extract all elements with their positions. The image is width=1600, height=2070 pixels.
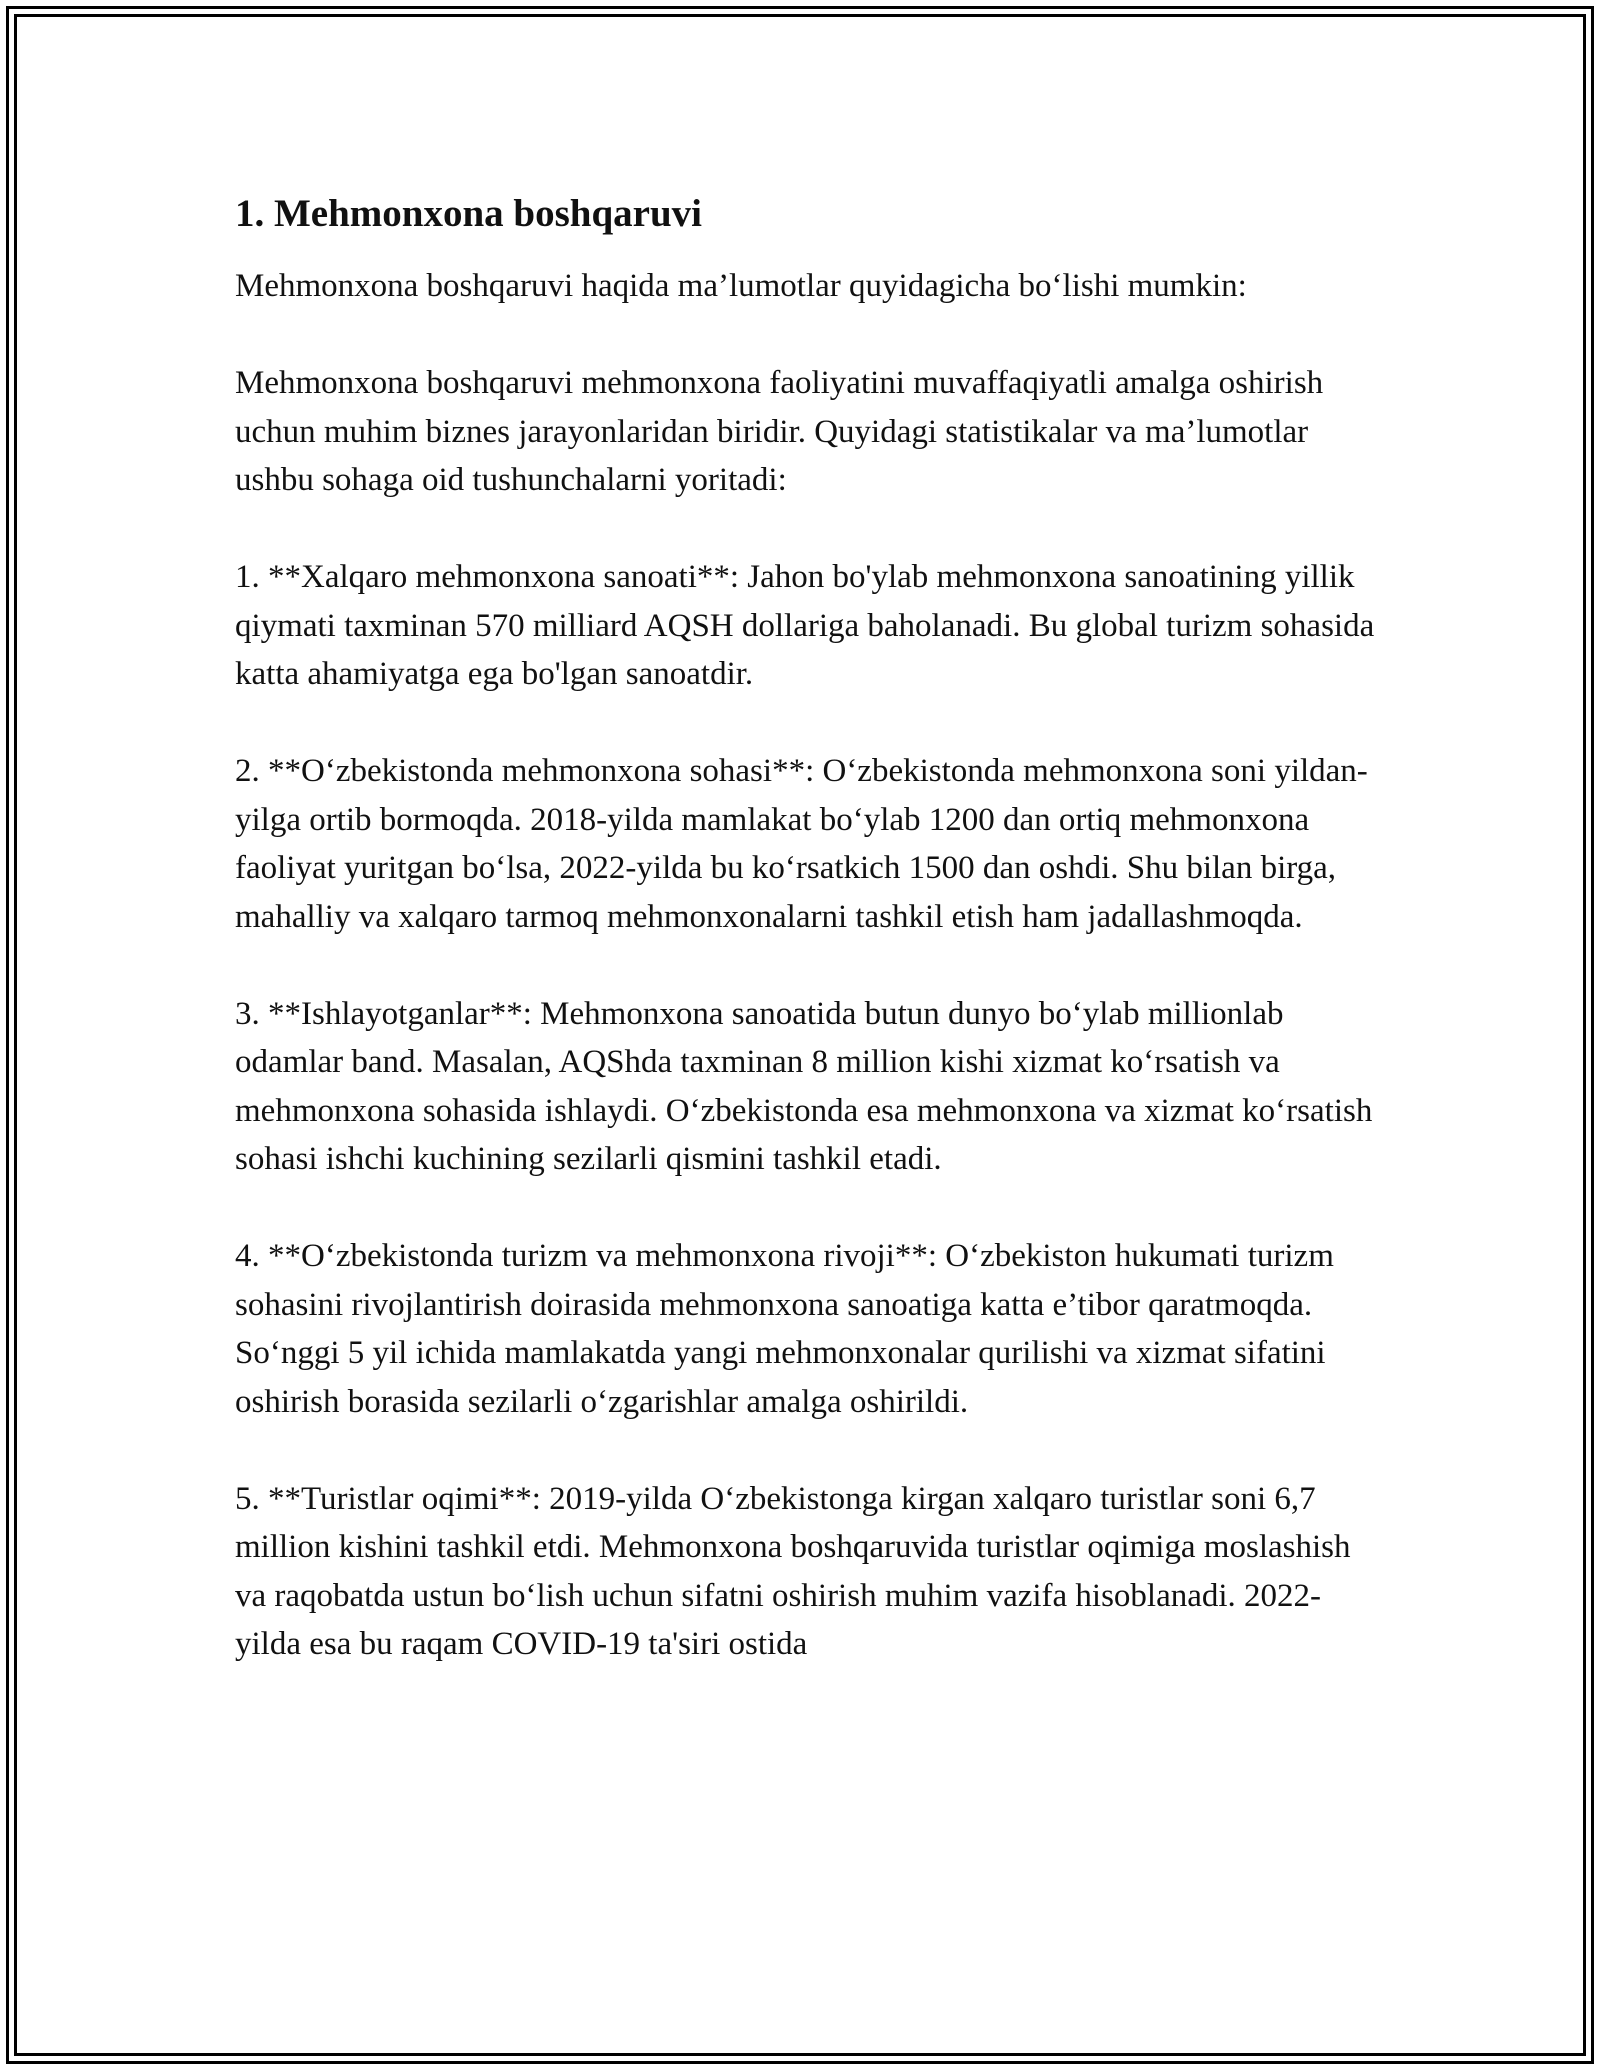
list-item-tourism-development: 4. **O‘zbekistonda turizm va mehmonxona rivoji**: O‘zbekiston hukumati turizm sohasini rivojlantirish doirasida mehmonxona sanoatiga katta e’tibor qaratmoqda. So‘nggi 5 yil ichida mamlakatda yangi mehmonxonalar qurilishi va xizmat sifatini oshirish borasida sezilarli o‘zgarishlar amalga oshirildi. [235,1238,1334,1420]
intro-paragraph: Mehmonxona boshqaruvi haqida ma’lumotlar quyidagicha bo‘lishi mumkin: [235,268,1247,304]
document-title: 1. Mehmonxona boshqaruvi [235,192,703,235]
list-item-tourist-flow: 5. **Turistlar oqimi**: 2019-yilda O‘zbekistonga kirgan xalqaro turistlar soni 6,7 million kishini tashkil etdi. Mehmonxona boshqaruvida turistlar oqimiga moslashish va raqobatda ustun bo‘lish uchun sifatni oshirish muhim vazifa hisoblanadi. 2022-yilda esa bu raqam COVID-19 ta'siri ostida [235,1480,1351,1662]
list-item-employment: 3. **Ishlayotganlar**: Mehmonxona sanoatida butun dunyo bo‘ylab millionlab odamlar band. Masalan, AQShda taxminan 8 million kishi xizmat ko‘rsatish va mehmonxona sohasida ishlaydi. O‘zbekistonda esa mehmonxona va xizmat ko‘rsatish sohasi ishchi kuchining sezilarli qismini tashkil etadi. [235,995,1373,1177]
list-item-international-industry: 1. **Xalqaro mehmonxona sanoati**: Jahon bo'ylab mehmonxona sanoatining yillik qiymati taxminan 570 milliard AQSH dollariga baholanadi. Bu global turizm sohasida katta ahamiyatga ega bo'lgan sanoatdir. [235,559,1375,692]
overview-paragraph: Mehmonxona boshqaruvi mehmonxona faoliyatini muvaffaqiyatli amalga oshirish uchun muhim biznes jarayonlaridan biridir. Quyidagi statistikalar va ma’lumotlar ushbu sohaga oid tushunchalarni yoritadi: [235,365,1324,498]
list-item-uzbekistan-hotels: 2. **O‘zbekistonda mehmonxona sohasi**: O‘zbekistonda mehmonxona soni yildan-yilga ortib bormoqda. 2018-yilda mamlakat bo‘ylab 1200 dan ortiq mehmonxona faoliyat yuritgan bo‘lsa, 2022-yilda bu ko‘rsatkich 1500 dan oshdi. Shu bilan birga, mahalliy va xalqaro tarmoq mehmonxonalarni tashkil etish ham jadallashmoqda. [235,753,1368,935]
document-body [235,188,1375,1717]
